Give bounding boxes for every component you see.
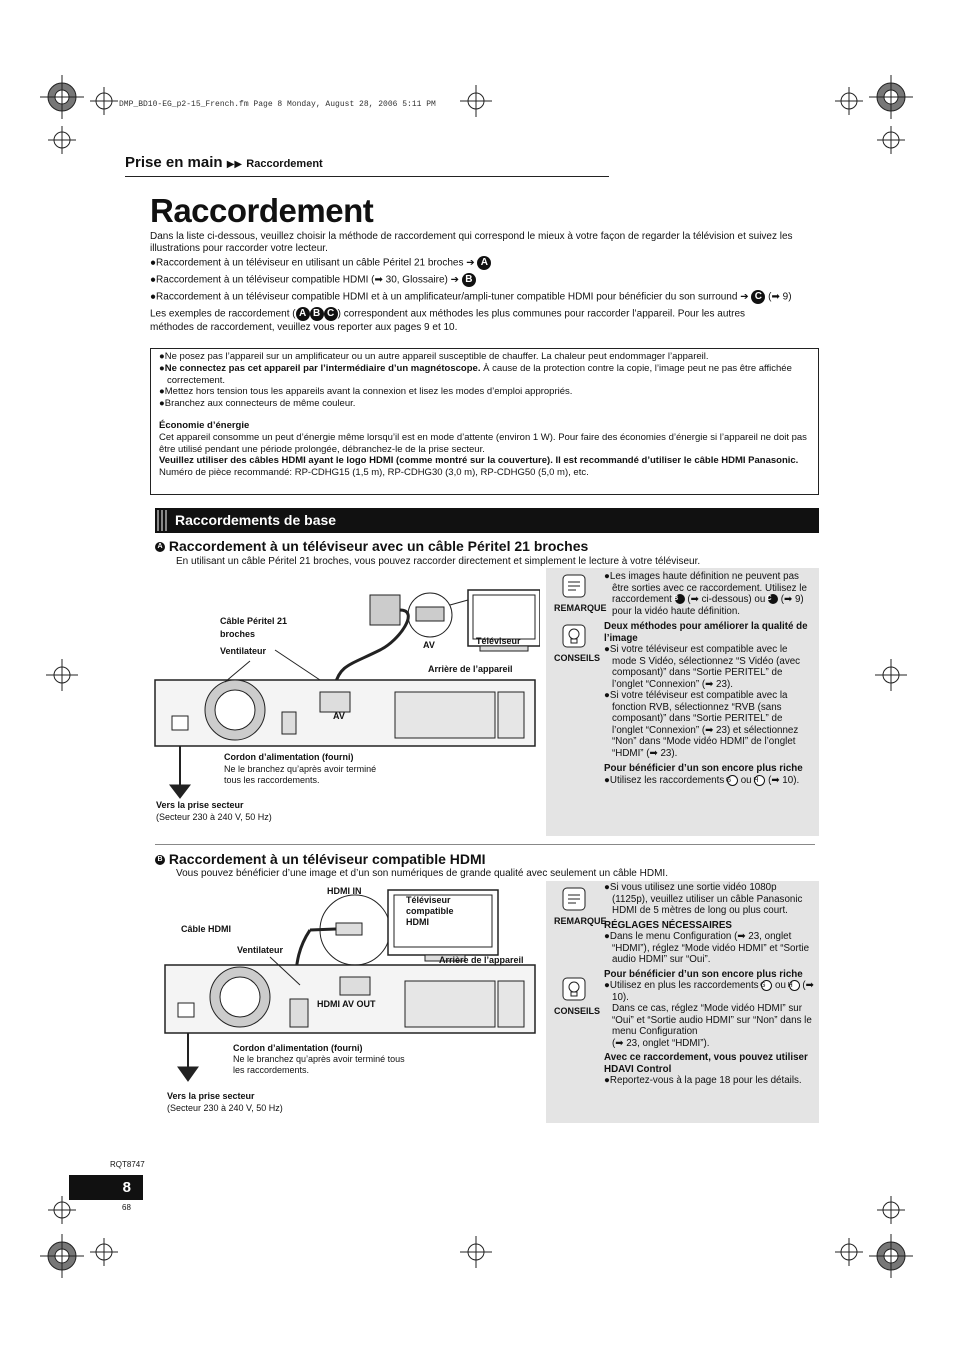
letter-g-icon: G: [761, 980, 772, 991]
label-power-1-b: Ne le branchez qu’après avoir terminé tous: [233, 1054, 405, 1064]
letter-b-icon: B: [310, 307, 324, 321]
diagram-hdmi: [160, 885, 540, 1110]
section-banner: Raccordements de base: [155, 508, 819, 533]
intro-bullet-2: ●Raccordement à un téléviseur compatible HDMI (➡ 30, Glossaire) ➔ B: [150, 273, 476, 288]
arrows-icon: ▶▶: [226, 159, 243, 170]
label-power-2: tous les raccordements.: [224, 775, 320, 785]
label-tv-line3: HDMI: [406, 917, 429, 927]
label-power-title-b: Cordon d’alimentation (fourni): [233, 1043, 363, 1053]
section-header: [125, 154, 323, 171]
letter-a-icon: A: [155, 542, 165, 552]
side-text-a: ●Les images haute définition ne peuvent pas être sorties avec ce raccordement. Utilisez le raccordement B (➡ ci-dessous) ou C (➡ 9) pour la vidéo haute définition. Deux méthodes pour améliorer la qualité de l’image ●Si votre téléviseur est compatible avec le mode S Vidéo, sélectionnez “S Vidéo (avec composant)” dans “Sortie PERITEL” de l’onglet “Connexion” (➡ 23). ●Si votre téléviseur est compatible avec la fonction RVB, sélectionnez “RVB (sans composant)” dans “Sortie PERITEL” de l’onglet “Connexion” (➡ 23) et sélectionnez “Non” dans “Mode vidéo HDMI” de l’onglet “HDMI” (➡ 23). Pour bénéficier d’un son encore plus riche ●Utilisez les raccordements G ou H (➡ 10).: [604, 571, 808, 786]
intro-text: Dans la liste ci-dessous, veuillez choisir la méthode de raccordement qui correspond le mieux à votre façon de regarder la télévision et suivez les illustrations pour raccorder votre lecteur.: [150, 231, 793, 254]
section-name: Prise en main: [125, 154, 223, 171]
section-b-title: B Raccordement à un téléviseur compatible HDMI: [155, 851, 486, 867]
caution-item-1: ●Ne posez pas l’appareil sur un amplificateur ou un autre appareil susceptible de chauffer. La chaleur peut endommager l’appareil.: [159, 351, 709, 362]
hdmi-cable-note: Veuillez utiliser des câbles HDMI ayant le logo HDMI (comme montré sur la couverture). Il est recommandé d’utiliser le câble HDMI Panasonic.: [159, 455, 799, 467]
label-hdmi-out: HDMI AV OUT: [317, 999, 376, 1009]
energy-text: Cet appareil consomme un peut d’énergie même lorsqu’il est en mode d’attente (environ 1 W). Pour faire des économies d’énergie si l’appareil ne doit pas être utilisé pendant une période prolongée, débranchez-le de la prise secteur.: [159, 431, 807, 455]
letter-c-icon: C: [324, 307, 338, 321]
label-tv-line1: Téléviseur: [406, 895, 451, 905]
subsection-name: Raccordement: [246, 158, 323, 170]
letter-h-icon: H: [789, 980, 800, 991]
label-outlet-sub: (Secteur 230 à 240 V, 50 Hz): [156, 812, 272, 822]
letter-a-icon: A: [477, 256, 491, 270]
label-fan: Ventilateur: [220, 646, 267, 656]
intro-examples: Les exemples de raccordement ( A B C ) correspondent aux méthodes les plus communes pour raccorder l’appareil. Pour les autres: [150, 308, 746, 320]
label-rear: Arrière de l’appareil: [428, 664, 513, 674]
side-text-b: ●Si vous utilisez une sortie vidéo 1080p (1125p), veuillez utiliser un câble Panasonic HDMI de 5 mètres de long ou plus court. RÉGLAGES NÉCESSAIRES ●Dans le menu Configuration (➡ 23, onglet “HDMI”), réglez “Mode vidéo HDMI” et “Sortie audio HDMI” sur “Oui”. Pour bénéficier d’un son encore plus riche ●Utilisez en plus les raccordements G ou H (➡ 10). Dans ce cas, réglez “Mode vidéo HDMI” sur “Oui” et “Sortie audio HDMI” sur “Non” dans le menu Configuration (➡ 23, onglet “HDMI”). Avec ce raccordement, vous pouvez utiliser HDAVI Control ●Reportez-vous à la page 18 pour les détails.: [604, 882, 814, 1087]
footer-code: RQT8747: [110, 1160, 145, 1169]
caution-box: [150, 348, 819, 495]
file-info: DMP_BD10-EG_p2-15_French.fm Page 8 Monday, August 28, 2006 5:11 PM: [119, 100, 436, 109]
section-a-desc: En utilisant un câble Péritel 21 broches, vous pouvez raccorder directement et simplement le lecture à votre téléviseur.: [176, 556, 701, 567]
letter-b-icon: B: [462, 273, 476, 287]
label-tv-line2: compatible: [406, 906, 454, 916]
label-tv: Téléviseur: [476, 636, 521, 646]
letter-c-icon: C: [751, 290, 765, 304]
label-rear-b: Arrière de l’appareil: [439, 955, 524, 965]
label-outlet: Vers la prise secteur: [156, 800, 244, 810]
intro-bullet-3: ●Raccordement à un téléviseur compatible HDMI et à un amplificateur/ampli-tuner compatible HDMI pour bénéficier du son surround ➔ C (➡ 9): [150, 291, 792, 303]
letter-g-icon: G: [727, 775, 738, 786]
label-outlet-b: Vers la prise secteur: [167, 1091, 255, 1101]
footer-small-page: 68: [122, 1203, 131, 1212]
lightbulb-icon: [561, 623, 587, 649]
label-peritel-cable: Câble Péritel 21: [220, 616, 288, 626]
caution-item-3: ●Mettez hors tension tous les appareils avant la connexion et lisez les modes d’emploi appropriés.: [159, 386, 573, 398]
label-av-unit: AV: [333, 711, 345, 721]
header-rule: [125, 176, 609, 177]
caution-item-4: ●Branchez aux connecteurs de même couleur.: [159, 398, 356, 410]
conseils-badge-b: CONSEILS: [554, 976, 594, 1016]
letter-b-icon: B: [675, 594, 685, 604]
letter-b-icon: B: [155, 855, 165, 865]
divider: [155, 844, 815, 845]
remarque-badge: REMARQUE: [554, 573, 594, 613]
remarque-badge-b: REMARQUE: [554, 886, 594, 926]
letter-a-icon: A: [296, 307, 310, 321]
label-av-tv: AV: [423, 640, 435, 650]
diagram-peritel: [150, 570, 540, 830]
note-icon: [561, 886, 587, 912]
conseils-badge: CONSEILS: [554, 623, 594, 663]
page-number-box: [69, 1175, 143, 1200]
section-b-desc: Vous pouvez bénéficier d’une image et d’un son numériques de grande qualité avec seulement un câble HDMI.: [176, 868, 668, 879]
intro-bullet-1: ●Raccordement à un téléviseur en utilisant un câble Péritel 21 broches ➔ A: [150, 256, 491, 271]
page-title: Raccordement: [150, 192, 374, 229]
page-number: 8: [122, 1179, 131, 1196]
energy-title: Économie d’énergie: [159, 419, 250, 431]
caution-item-2: ●Ne connectez pas cet appareil par l’intermédiaire d’un magnétoscope. À cause de la protection contre la copie, l’image peut ne pas être affichée correctement.: [159, 362, 792, 386]
part-numbers: Numéro de pièce recommandé: RP-CDHG15 (1,5 m), RP-CDHG30 (3,0 m), RP-CDHG50 (5,0 m), etc.: [159, 467, 589, 479]
label-hdmi-in: HDMI IN: [327, 886, 362, 896]
label-peritel-cable-2: broches: [220, 629, 256, 639]
note-icon: [561, 573, 587, 599]
label-power-1: Ne le branchez qu’après avoir terminé: [224, 764, 377, 774]
intro-examples-line2: méthodes de raccordement, veuillez vous reporter aux pages 9 et 10.: [150, 322, 458, 333]
letter-h-icon: H: [754, 775, 765, 786]
section-a-title: A Raccordement à un téléviseur avec un câble Péritel 21 broches: [155, 538, 588, 554]
letter-c-icon: C: [768, 594, 778, 604]
label-hdmi-cable: Câble HDMI: [181, 924, 232, 934]
label-power-2-b: les raccordements.: [233, 1065, 310, 1075]
label-outlet-sub-b: (Secteur 230 à 240 V, 50 Hz): [167, 1103, 283, 1113]
lightbulb-icon: [561, 976, 587, 1002]
label-power-title: Cordon d’alimentation (fourni): [224, 752, 354, 762]
label-fan-b: Ventilateur: [237, 945, 284, 955]
